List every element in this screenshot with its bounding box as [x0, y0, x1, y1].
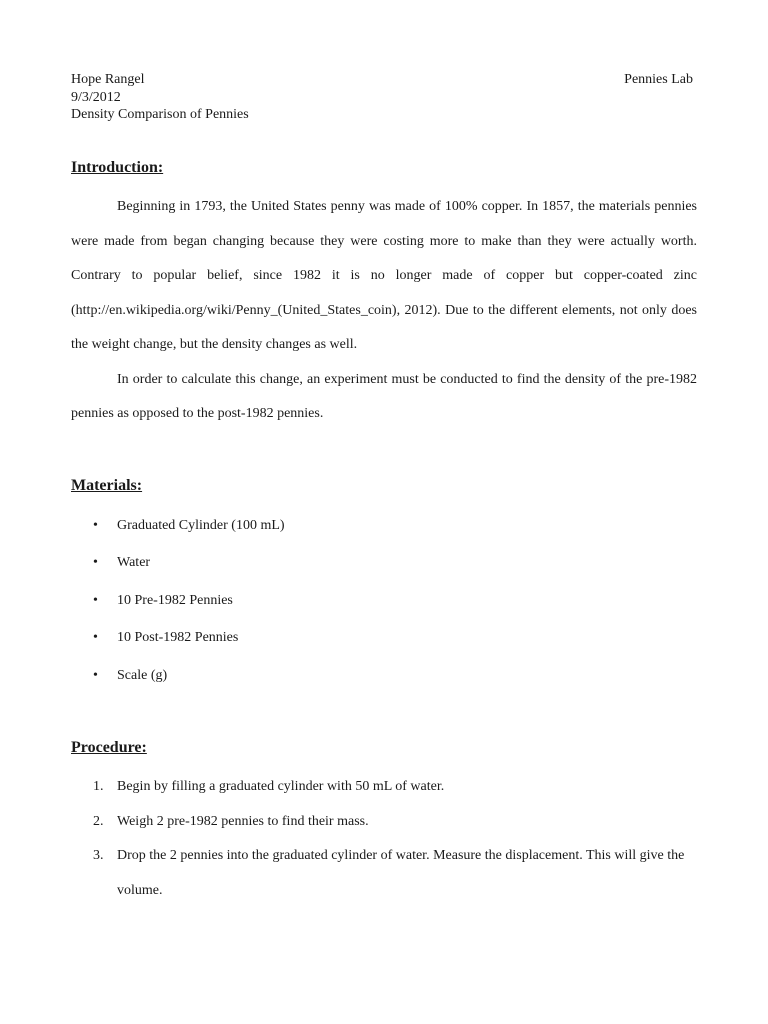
introduction-paragraph: In order to calculate this change, an experiment must be conducted to find the density of the pre-1982 pennies as opposed to the post-1982 pennies.	[71, 371, 697, 421]
list-item	[93, 554, 150, 572]
bullet-icon: •	[93, 630, 98, 645]
bullet-icon: •	[93, 593, 98, 608]
author-name: Hope Rangel	[71, 72, 145, 87]
list-item-label: Scale (g)	[117, 668, 168, 683]
list-item	[93, 592, 233, 610]
step-text: Drop the 2 pennies into the graduated cylinder of water. Measure the displacement. This will give the volume.	[117, 848, 685, 898]
procedure-heading: Procedure:	[71, 739, 147, 756]
report-subtitle: Density Comparison of Pennies	[71, 107, 249, 122]
materials-heading: Materials:	[71, 477, 143, 494]
bullet-icon: •	[93, 518, 98, 533]
introduction-body	[71, 190, 697, 432]
step-number: 1.	[93, 779, 104, 794]
list-item	[93, 629, 238, 647]
list-item	[93, 517, 285, 535]
step-number: 2.	[93, 814, 104, 829]
bullet-icon: •	[93, 668, 98, 683]
list-item-label: Graduated Cylinder (100 mL)	[117, 518, 285, 533]
procedure-step	[93, 805, 697, 840]
procedure-step	[93, 770, 697, 805]
list-item-label: 10 Post-1982 Pennies	[117, 630, 239, 645]
report-date: 9/3/2012	[71, 90, 121, 105]
introduction-heading: Introduction:	[71, 159, 164, 176]
step-text: Begin by filling a graduated cylinder with 50 mL of water.	[117, 779, 445, 794]
list-item	[93, 667, 167, 685]
procedure-step	[93, 839, 697, 908]
step-text: Weigh 2 pre-1982 pennies to find their mass.	[117, 814, 369, 829]
step-number: 3.	[93, 848, 104, 863]
introduction-paragraph: Beginning in 1793, the United States penny was made of 100% copper. In 1857, the materials pennies were made from began changing because they were costing more to make than they were actually worth. Contrary to popular belief, since 1982 it is no longer made of copper but copper-coated zinc (http://en.wikipedia.org/wiki/Penny_(United_States_coin), 2012). Due to the different elements, not only does the weight change, but the density changes as well.	[71, 199, 697, 352]
list-item-label: 10 Pre-1982 Pennies	[117, 593, 233, 608]
lab-title: Pennies Lab	[624, 72, 693, 87]
list-item-label: Water	[117, 555, 151, 570]
bullet-icon: •	[93, 555, 98, 570]
